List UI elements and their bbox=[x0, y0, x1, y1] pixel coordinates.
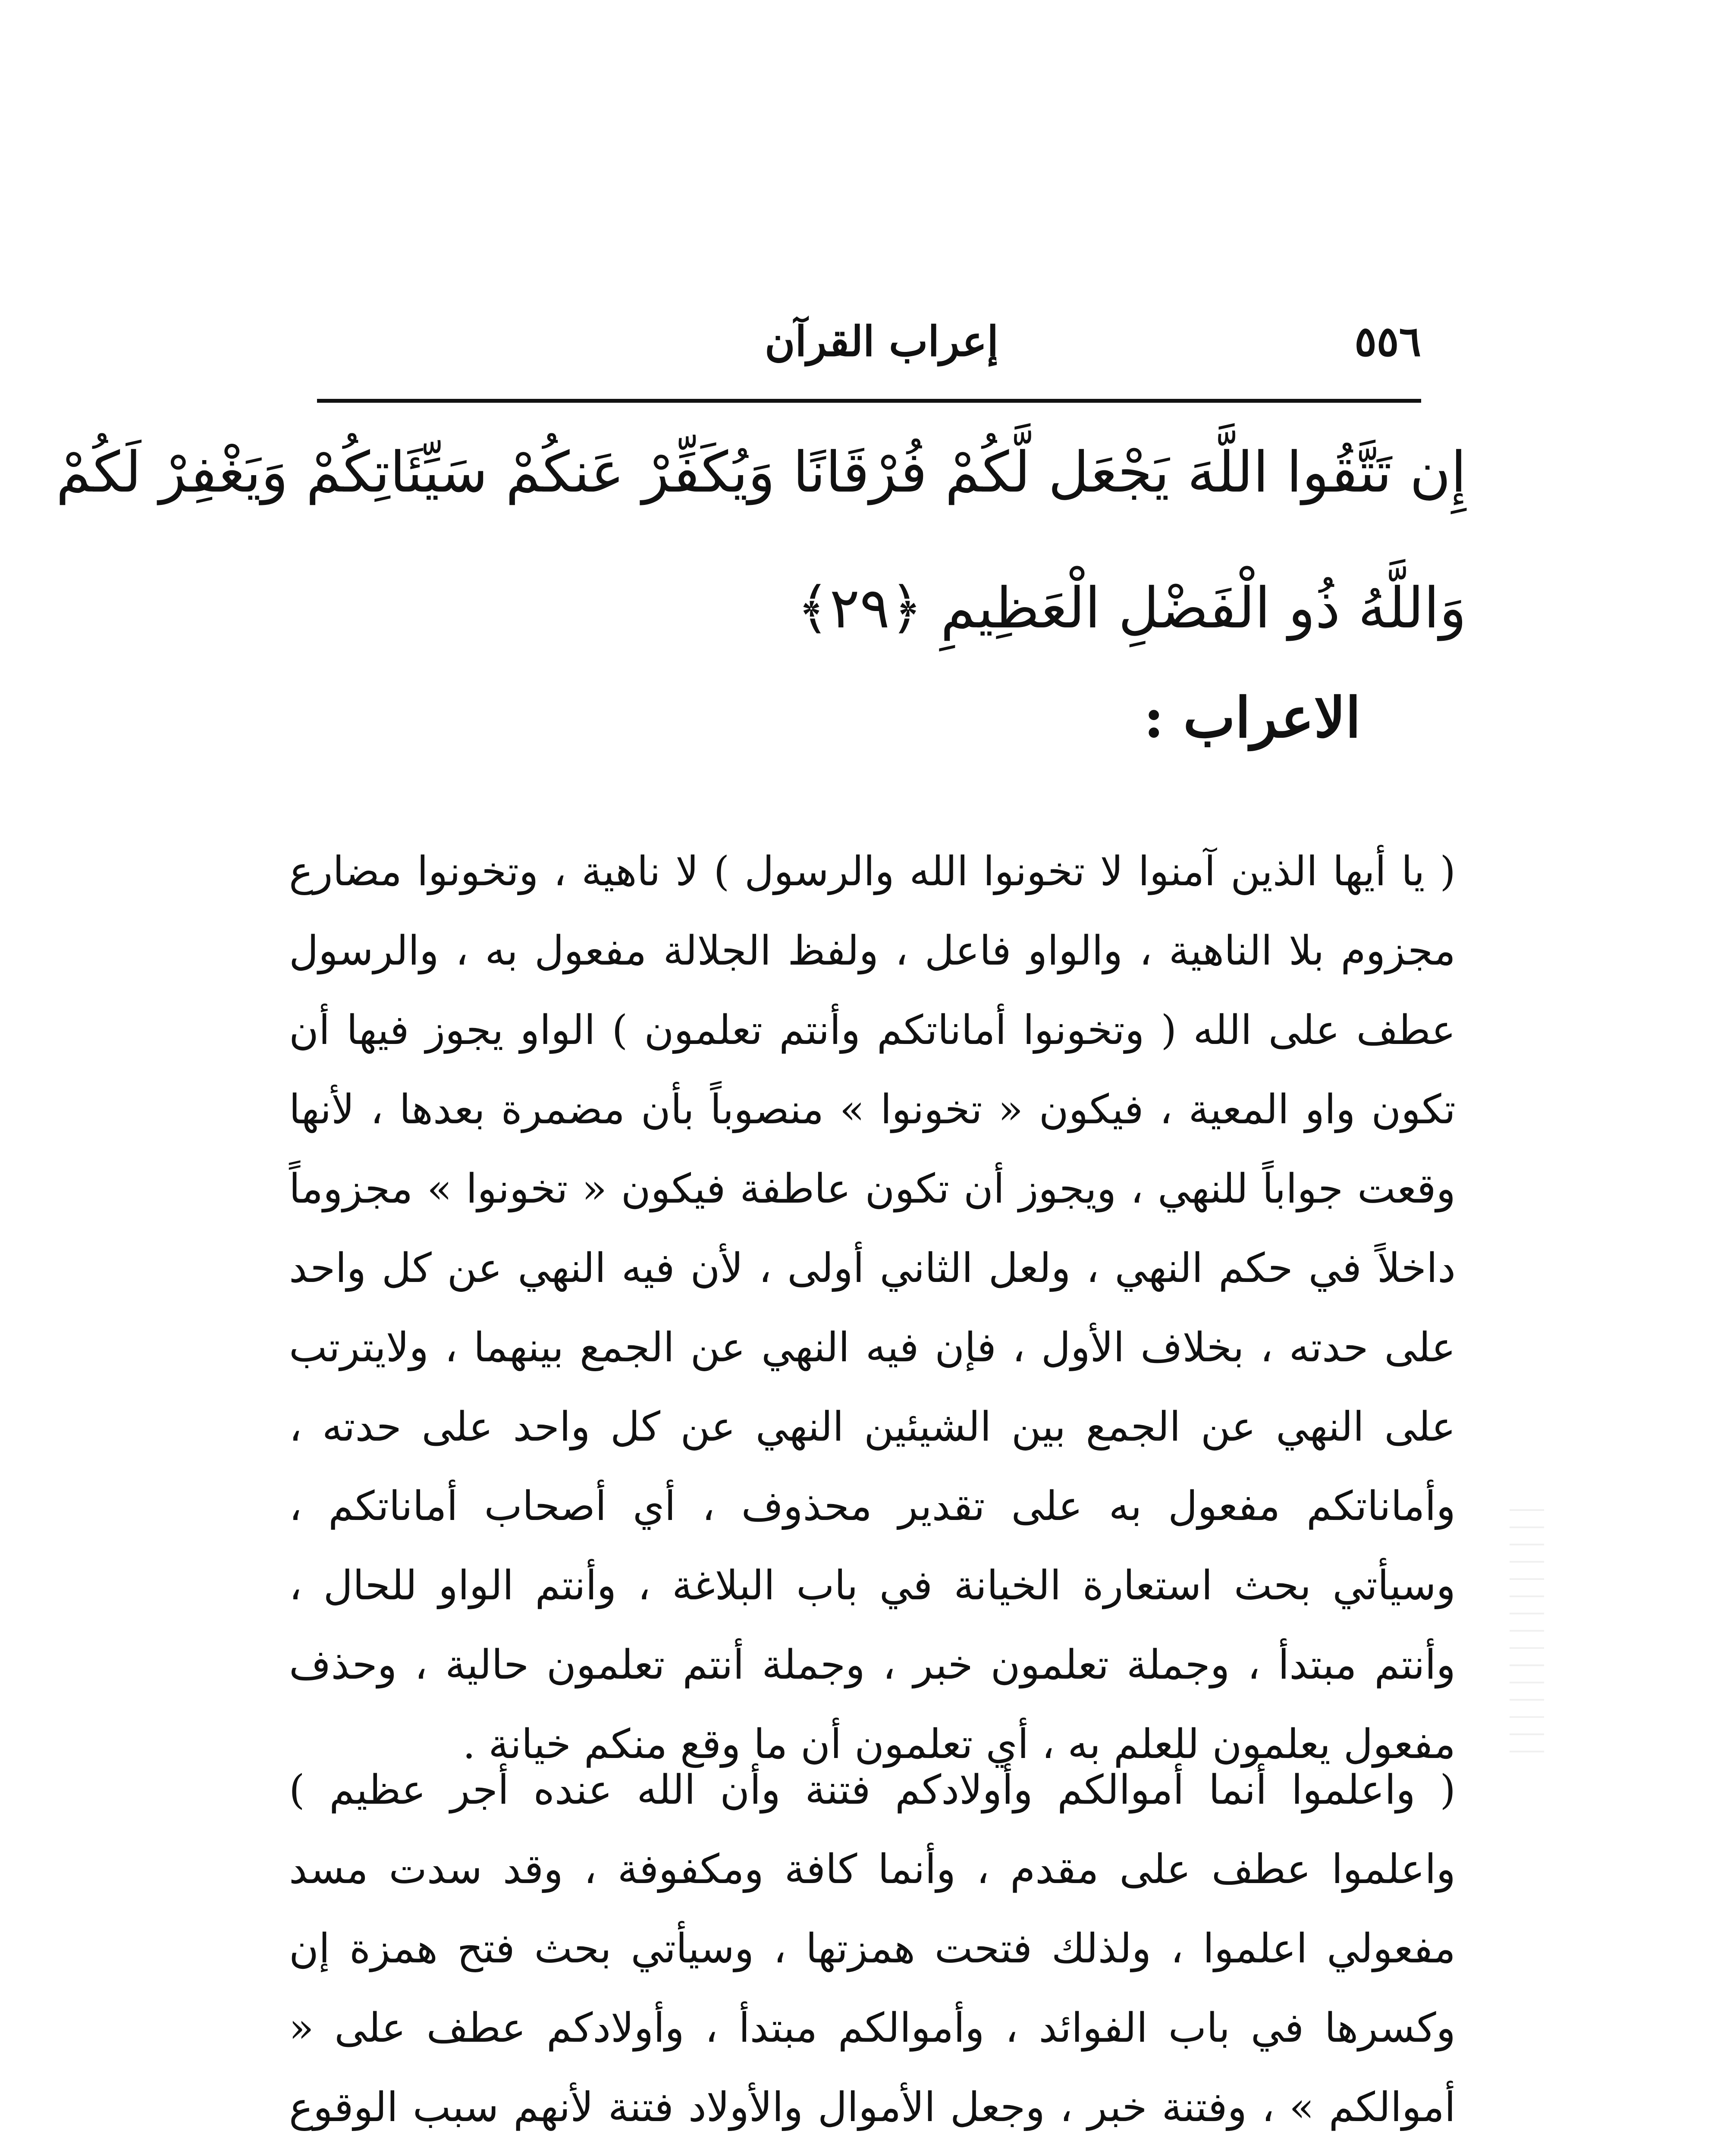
header-rule bbox=[317, 399, 1421, 403]
scan-noise-mark bbox=[1510, 1509, 1544, 1768]
quran-verse-line-1: إِن تَتَّقُوا اللَّهَ يَجْعَل لَّكُمْ فُرْقَانًا وَيُكَفِّرْ عَنكُمْ سَيِّئَاتِكُمْ وَيَغْفِرْ لَكُمْ bbox=[56, 439, 1466, 505]
analysis-paragraph: ( يا أيها الذين آمنوا لا تخونوا الله والرسول ) لا ناهية ، وتخونوا مضارع مجزوم بلا الناهية ، والواو فاعل ، ولفظ الجلالة مفعول به ، والرسول عطف على الله ( وتخونوا أماناتكم وأنتم تعلمون ) الواو يجوز فيها أن تكون واو المعية ، فيكون « تخونوا » منصوباً بأن مضمرة بعدها ، لأنها وقعت جواباً للنهي ، ويجوز أن تكون عاطفة فيكون « تخونوا » مجزوماً داخلاً في حكم النهي ، ولعل الثاني أولى ، لأن فيه النهي عن كل واحد على حدته ، بخلاف الأول ، فإن فيه النهي عن الجمع بينهما ، ولايترتب على النهي عن الجمع بين الشيئين النهي عن كل واحد على حدته ، وأماناتكم مفعول به على تقدير محذوف ، أي أصحاب أماناتكم ، وسيأتي بحث استعارة الخيانة في باب البلاغة ، وأنتم الواو للحال ، وأنتم مبتدأ ، وجملة تعلمون خبر ، وجملة أنتم تعلمون حالية ، وحذف مفعول يعلمون للعلم به ، أي تعلمون أن ما وقع منكم خيانة . bbox=[289, 848, 1456, 1768]
section-heading: الاعراب : bbox=[1143, 686, 1361, 750]
running-title: إعراب القرآن bbox=[764, 317, 998, 366]
page-header bbox=[317, 308, 1421, 373]
analysis-paragraph: ( واعلموا أنما أموالكم وأولادكم فتنة وأن الله عنده أجر عظيم ) واعلموا عطف على مقدم ، وأنما كافة ومكفوفة ، وقد سدت مسد مفعولي اعلموا ، ولذلك فتحت همزتها ، وسيأتي بحث فتح همزة إن وكسرها في باب الفوائد ، وأموالكم مبتدأ ، وأولادكم عطف على « أموالكم » ، وفتنة خبر ، وجعل الأموال والأولاد فتنة لأنهم سبب الوقوع bbox=[289, 1767, 1456, 2131]
page-number: ٥٥٦ bbox=[1354, 317, 1421, 366]
quran-verse-line-2: وَاللَّهُ ذُو الْفَضْلِ الْعَظِيمِ ﴿٢٩﴾ bbox=[797, 575, 1466, 641]
